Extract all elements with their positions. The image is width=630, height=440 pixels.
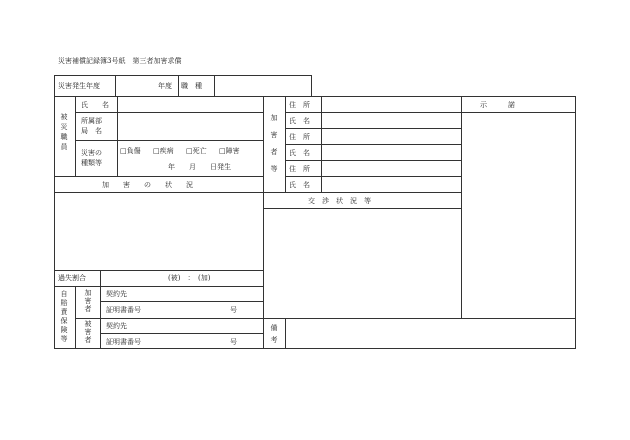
instruction-field[interactable] bbox=[462, 113, 575, 317]
assailant-name-label: 氏 名 bbox=[289, 117, 310, 125]
damage-field[interactable] bbox=[55, 193, 262, 269]
grid-line bbox=[285, 144, 461, 145]
grid-line bbox=[75, 140, 263, 141]
fault-ratio-value[interactable]: (被) ： (加) bbox=[168, 274, 211, 282]
victim-cert-label: 証明書番号 bbox=[106, 338, 141, 346]
job-type-field[interactable] bbox=[215, 76, 311, 96]
grid-line bbox=[100, 270, 101, 286]
grid-line bbox=[285, 112, 461, 113]
dept-label-2: 局 名 bbox=[81, 127, 102, 135]
grid-line bbox=[54, 176, 263, 177]
assailant-name-label: 氏 名 bbox=[289, 149, 310, 157]
victim-group-label: 被災職員 bbox=[60, 113, 68, 151]
type-label-2: 種類等 bbox=[81, 159, 102, 167]
negotiation-field[interactable] bbox=[264, 209, 460, 317]
victim-number-suffix: 号 bbox=[230, 338, 237, 346]
grid-line bbox=[285, 160, 461, 161]
dept-field[interactable] bbox=[118, 113, 262, 139]
form-title: 災害補償記録簿3号紙 第三者加害求償 bbox=[58, 57, 182, 65]
disaster-year-label: 災害発生年度 bbox=[58, 82, 100, 90]
illness-checkbox[interactable]: □疾病 bbox=[153, 147, 174, 155]
assailant-address-label: 住 所 bbox=[289, 133, 310, 141]
insurance-victim-label: 被害者 bbox=[84, 320, 92, 344]
instruction-label: 示 諾 bbox=[480, 101, 515, 109]
grid-line bbox=[100, 301, 263, 302]
remarks-field[interactable] bbox=[286, 319, 575, 348]
year-suffix: 年度 bbox=[158, 82, 172, 90]
job-type-label: 職 種 bbox=[181, 82, 202, 90]
grid-line bbox=[100, 333, 263, 334]
grid-line bbox=[54, 270, 263, 271]
grid-line bbox=[75, 318, 263, 319]
remarks-label: 備考 bbox=[270, 324, 278, 344]
grid-line bbox=[263, 192, 461, 193]
assailant-group-label: 加害者等 bbox=[270, 114, 278, 173]
grid-line bbox=[54, 286, 263, 287]
header-divider bbox=[178, 75, 179, 97]
insurance-assailant-label: 加害者 bbox=[84, 289, 92, 313]
fault-ratio-label: 過失割合 bbox=[58, 274, 86, 282]
grid-line bbox=[285, 176, 461, 177]
occurrence-date[interactable]: 年 月 日発生 bbox=[168, 163, 231, 171]
assailant-cert-label: 証明書番号 bbox=[106, 306, 141, 314]
damage-label: 加 害 の 状 況 bbox=[102, 181, 193, 189]
negotiation-label: 交 渉 状 況 等 bbox=[308, 197, 371, 205]
disability-checkbox[interactable]: □障害 bbox=[219, 147, 240, 155]
assailant-name-label: 氏 名 bbox=[289, 181, 310, 189]
disaster-year-field[interactable] bbox=[116, 76, 158, 96]
assailant-number-suffix: 号 bbox=[230, 306, 237, 314]
assailant-contractor-label: 契約先 bbox=[106, 290, 127, 298]
type-label-1: 災害の bbox=[81, 149, 102, 157]
victim-name-field[interactable] bbox=[118, 97, 262, 111]
victim-contractor-label: 契約先 bbox=[106, 322, 127, 330]
dept-label-1: 所属部 bbox=[81, 117, 102, 125]
injury-checkbox[interactable]: □負傷 bbox=[120, 147, 141, 155]
grid-line bbox=[75, 96, 76, 176]
grid-line bbox=[285, 128, 461, 129]
assailant-address-label: 住 所 bbox=[289, 165, 310, 173]
victim-name-label: 氏 名 bbox=[81, 101, 109, 109]
death-checkbox[interactable]: □死亡 bbox=[186, 147, 207, 155]
assailant-address-label: 住 所 bbox=[289, 101, 310, 109]
insurance-group-label: 自賠責保険等 bbox=[60, 290, 68, 343]
